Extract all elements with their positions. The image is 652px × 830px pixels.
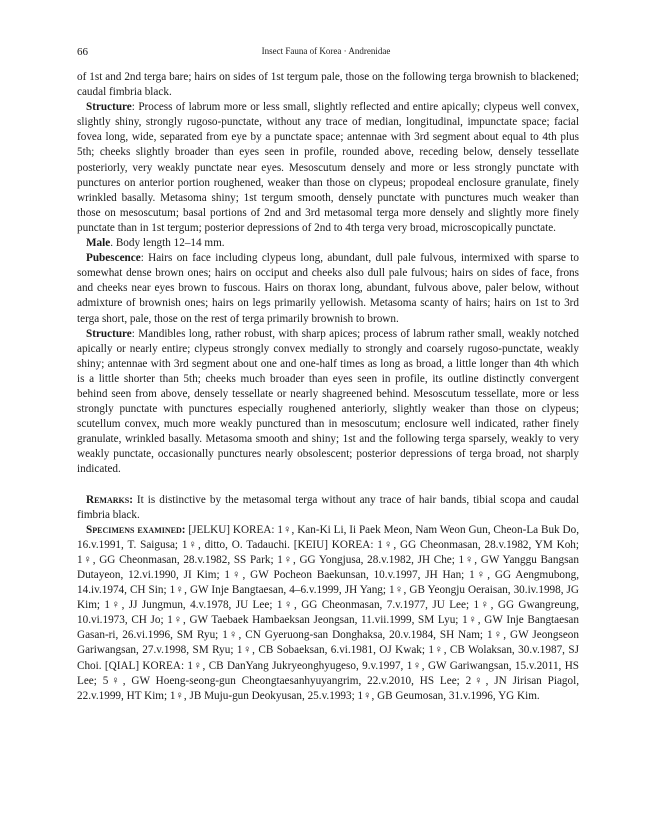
terga-paragraph: of 1st and 2nd terga bare; hairs on sides of 1st tergum pale, those on the following terga brownish to blackened; caudal fimbria black. — [77, 71, 579, 99]
male-paragraph — [77, 236, 579, 251]
remarks-text: It is distinctive by the metasomal terga without any trace of hair bands, tibial scopa and caudal fimbria black. — [77, 493, 579, 521]
structure-label: Structure — [86, 101, 132, 114]
male-label: Male — [86, 237, 111, 250]
female-structure-paragraph — [77, 100, 579, 236]
male-structure-paragraph — [77, 327, 579, 478]
structure-text: : Process of labrum more or less small, slightly reflected and entire apically; clypeus well convex, slightly shiny, strongly rugoso-punctate, without any trace of median, longitudinal, impunctate space; facial fovea long, wide, separated from eye by a punctate space; antennae with 3rd segment about equal to 4th plus 5th; cheeks slightly broader than eyes seen in profile, rounded above, receding below, densely tessellate posteriorly, very weakly punctate near eyes. Mesoscutum densely and more or less strongly punctate with punctures on anterior portion roughened, weaker than those on clypeus; propodeal enclosure granulate, finely wrinkled basally. Metasoma shiny; 1st tergum smooth, densely punctate with punctures much weaker than those on mesoscutum; basal portions of 2nd and 3rd metasomal terga more densely and slightly more finely punctate than in 1st tergum; posterior depressions of 2nd to 4th terga very broad, microscopically punctate. — [77, 101, 579, 234]
male-structure-label: Structure — [86, 327, 132, 340]
running-head: Insect Fauna of Korea · Andrenidae — [261, 46, 391, 56]
page-number: 66 — [77, 46, 88, 58]
specimens-paragraph — [77, 523, 579, 704]
page-header — [77, 46, 575, 60]
male-pubescence-paragraph — [77, 251, 579, 326]
remarks-label: Remarks: — [86, 493, 133, 506]
remarks-paragraph — [77, 493, 579, 523]
body-text — [77, 70, 579, 704]
specimens-text: [JELKU] KOREA: 1♀, Kan-Ki Li, Ii Paek Meon, Nam Weon Gun, Cheon-La Buk Do, 16.v.1991, T. Saigusa; 1♀, ditto, O. Tadauchi. [KEIU] KOREA: 1♀, GG Cheonmasan, 28.v.1982, YM Koh; 1♀, GG Cheonmasan, 28.v.1982, SS Park; 1♀, GG Yongjusa, 28.v.1982, JH Che; 1♀, GW Yanggu Bangsan Dutayeon, 12.vi.1990, JI Kim; 1♀, GW Pocheon Baekunsan, 10.v.1997, JH Han; 1♀, GG Aengmubong, 14.iv.1974, CH Sin; 1♀, GW Inje Bangtaesan, 4–6.v.1999, JH Yang; 1♀, GB Yeongju Oeraisan, 30.iv.1998, JG Kim; 1♀, JJ Jungmun, 4.v.1978, JU Lee; 1♀, GG Cheonmasan, 7.v.1977, JU Lee; 1♀, GG Gwangreung, 10.vi.1973, CH Jo; 1♀, GW Taebaek Hambaeksan Jeongsan, 11.vii.1999, SM Lyu; 1♀, GW Inje Bangtaesan Gasan-ri, 26.vi.1996, SM Ryu; 1♀, CN Gyeruong-san Donghaksa, 20.v.1984, SH Nam; 1♀, GW Jeongseon Gariwangsan, 27.v.1998, SM Ryu; 1♀, CB Sobaeksan, 6.vi.1981, OJ Kwak; 1♀, CB Wolaksan, 30.v.1987, SJ Choi. [QIAL] KOREA: 1♀, CB DanYang Jukryeonghyugeso, 9.v.1997, 1♀, GW Gariwangsan, 15.v.2011, HS Lee; 5♀, GW Hoeng-seong-gun Cheongtaesanhyuyangrim, 22.v.2010, HS Lee; 2♀, JN Jirisan Piagol, 22.v.1999, HT Kim; 1♀, JB Muju-gun Deokyusan, 25.v.1993; 1♀, GB Geumosan, 31.v.1996, YG Kim. — [77, 523, 579, 702]
pubescence-label: Pubescence — [86, 252, 141, 265]
specimens-label: Specimens examined: — [86, 523, 186, 536]
male-text: . Body length 12–14 mm. — [110, 237, 225, 250]
pubescence-text: : Hairs on face including clypeus long, abundant, dull pale fulvous, intermixed with sparse to somewhat dense brown ones; hairs on occiput and cheeks also dull pale fulvous; hairs on sides of face, frons and cheeks near eyes brown to fuscous. Hairs on thorax long, abundant, fulvous above, paler below, without admixture of brownish ones; hairs on legs primarily yellowish. Metasoma scanty of hairs; hairs on 1st to 3rd terga short, pale, those on the rest of terga primarily brownish to brown. — [77, 252, 579, 325]
male-structure-text: : Mandibles long, rather robust, with sharp apices; process of labrum rather small, weakly notched apically or nearly entire; clypeus strongly convex medially to strongly and coarsely rugoso-punctate, weakly shiny; antennae with 3rd segment about one and one-half times as long as broad, a little longer than 4th which is a little shorter than 5th; cheeks much broader than eyes seen in profile, its outline distinctly convergent behind seen from above, densely tessellate or nearly shagreened behind. Mesoscutum tessellate, more or less strongly punctate with punctures especially roughened anteriorly, slightly weaker than those on clypeus; scutellum convex, much more weakly punctured than in mesoscutum; enclosure well indicated, rather finely granulate, wrinkled basally. Metasoma smooth and shiny; 1st and the following terga sparsely, weakly to very weakly punctate, occasionally punctures nearly obsolescent; posterior depressions of terga broad, not sharply indicated. — [77, 327, 579, 476]
